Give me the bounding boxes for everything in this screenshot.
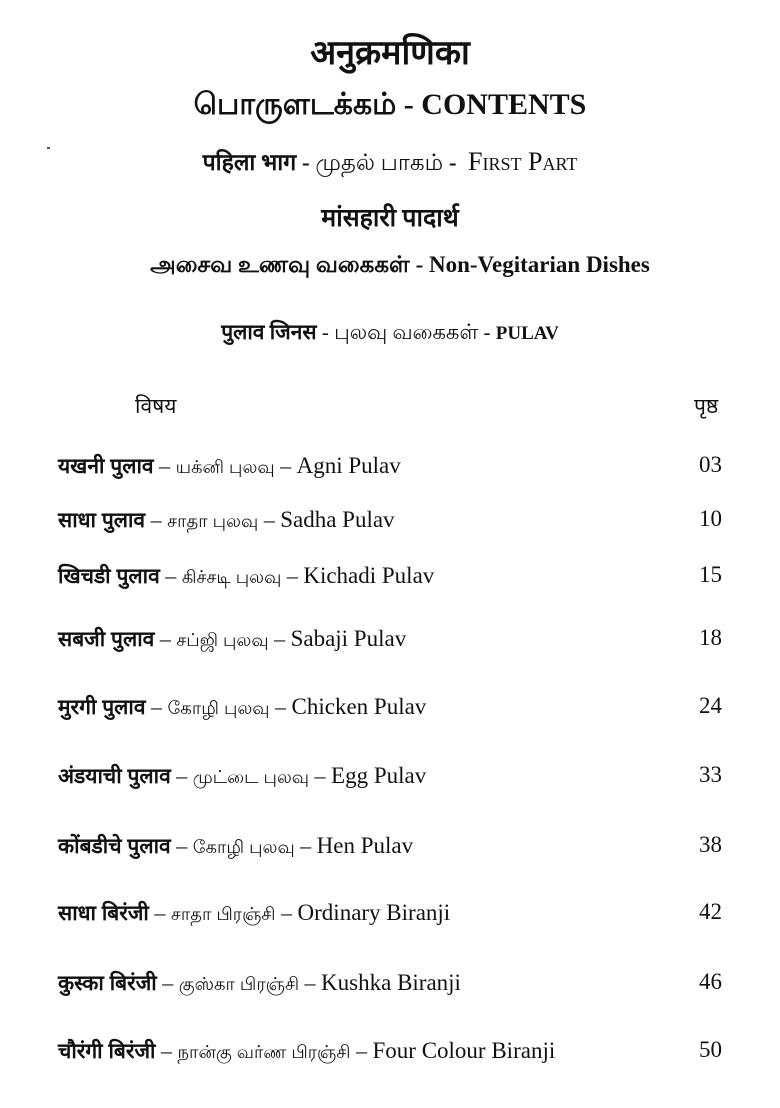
contents-tamil: பொருளடக்கம் (193, 88, 397, 121)
separator: – (154, 626, 177, 651)
entry-marathi: चौरंगी बिरंजी (58, 1040, 156, 1063)
column-header-subject: विषय (135, 394, 177, 418)
entry-tamil: சாதா புலவு (167, 511, 259, 531)
section-tamil: அசைவ உணவு வகைகள் (150, 252, 410, 277)
contents-entry (58, 693, 738, 727)
entry-marathi: सबजी पुलाव (58, 628, 155, 651)
index-title-marathi: अनुक्रमणिका (310, 35, 470, 72)
entry-english: Four Colour Biranji (372, 1038, 556, 1063)
separator: – (268, 626, 291, 651)
contents-english: CONTENTS (421, 88, 587, 121)
entry-english: Hen Pulav (316, 833, 414, 858)
separator: – (269, 694, 292, 719)
part-heading (0, 145, 780, 179)
separator: – (145, 694, 168, 719)
separator: – (281, 563, 304, 588)
section-marathi: मांसहारी पादार्थ (321, 205, 459, 232)
separator: – (156, 970, 179, 995)
column-header-page: पृष्ठ (694, 394, 719, 418)
contents-entry (58, 762, 738, 796)
separator: – (155, 1038, 178, 1063)
separator: - (409, 252, 429, 277)
separator: – (148, 900, 171, 925)
entry-marathi: कुस्का बिरंजी (58, 972, 157, 995)
part-tamil: முதல் பாகம் (315, 150, 444, 175)
entry-english: Kichadi Pulav (303, 563, 435, 588)
separator: – (153, 453, 176, 478)
entry-marathi: कोंबडीचे पुलाव (58, 835, 171, 858)
entry-page-number: 18 (699, 625, 722, 650)
separator: – (275, 900, 298, 925)
contents-entry (58, 1037, 738, 1071)
entry-tamil: சப்ஜி புலவு (176, 630, 269, 650)
separator: – (299, 970, 322, 995)
entry-tamil: குஸ்கா பிரஞ்சி (178, 974, 300, 994)
entry-marathi: साधा बिरंजी (58, 902, 149, 925)
entry-tamil: நான்கு வர்ண பிரஞ்சி (177, 1042, 351, 1062)
section-english: Non-Vegitarian Dishes (428, 252, 650, 277)
entry-tamil: சாதா பிரஞ்சி (170, 904, 276, 924)
separator: – (159, 563, 182, 588)
contents-entry (58, 625, 738, 659)
entry-english: Egg Pulav (331, 763, 427, 788)
entry-page-number: 24 (699, 693, 722, 718)
separator: – (170, 763, 193, 788)
entry-page-number: 50 (699, 1037, 722, 1062)
entry-tamil: கோழி புலவு (192, 837, 295, 857)
entry-tamil: கிச்சடி புலவு (181, 567, 282, 587)
separator: - (478, 320, 496, 344)
entry-english: Ordinary Biranji (297, 900, 451, 925)
entry-english: Sadha Pulav (280, 507, 395, 532)
entry-marathi: मुरगी पुलाव (58, 696, 146, 719)
contents-entry (58, 452, 738, 486)
separator: - (296, 150, 316, 175)
entry-page-number: 10 (699, 506, 722, 531)
entry-page-number: 33 (699, 762, 722, 787)
separator: - (316, 320, 335, 344)
category-marathi: पुलाव जिनस (221, 320, 317, 344)
separator: – (309, 763, 332, 788)
contents-heading (0, 88, 780, 126)
category-heading (0, 318, 780, 347)
entry-english: Sabaji Pulav (290, 626, 407, 651)
entry-page-number: 03 (699, 452, 722, 477)
category-tamil: புலவு வகைகள் (334, 320, 479, 344)
separator: – (274, 453, 297, 478)
entry-tamil: கோழி புலவு (167, 698, 270, 718)
entry-marathi: अंडयाची पुलाव (58, 765, 171, 788)
separator: - (443, 150, 463, 175)
part-marathi: पहिला भाग (202, 150, 297, 175)
entry-english: Kushka Biranji (321, 970, 461, 995)
entry-english: Chicken Pulav (291, 694, 427, 719)
separator: – (350, 1038, 373, 1063)
entry-page-number: 15 (699, 562, 722, 587)
entry-page-number: 42 (699, 899, 722, 924)
separator: – (145, 507, 168, 532)
entry-tamil: முட்டை புலவு (192, 767, 310, 787)
section-line (10, 252, 780, 281)
contents-entry (58, 969, 738, 1003)
contents-entry (58, 562, 738, 596)
separator: – (170, 833, 193, 858)
entry-page-number: 46 (699, 969, 722, 994)
entry-page-number: 38 (699, 832, 722, 857)
separator: – (294, 833, 317, 858)
part-english: First Part (468, 147, 578, 176)
separator: – (258, 507, 281, 532)
entry-marathi: साधा पुलाव (58, 509, 146, 532)
category-english: PULAV (495, 323, 559, 344)
contents-entry (58, 832, 738, 866)
entry-english: Agni Pulav (296, 453, 401, 478)
separator: - (396, 88, 422, 121)
contents-entry (58, 899, 738, 933)
contents-entry (58, 506, 738, 540)
entry-marathi: यखनी पुलाव (58, 455, 154, 478)
entry-tamil: யக்னி புலவு (175, 457, 275, 477)
entry-marathi: खिचडी पुलाव (58, 565, 160, 588)
